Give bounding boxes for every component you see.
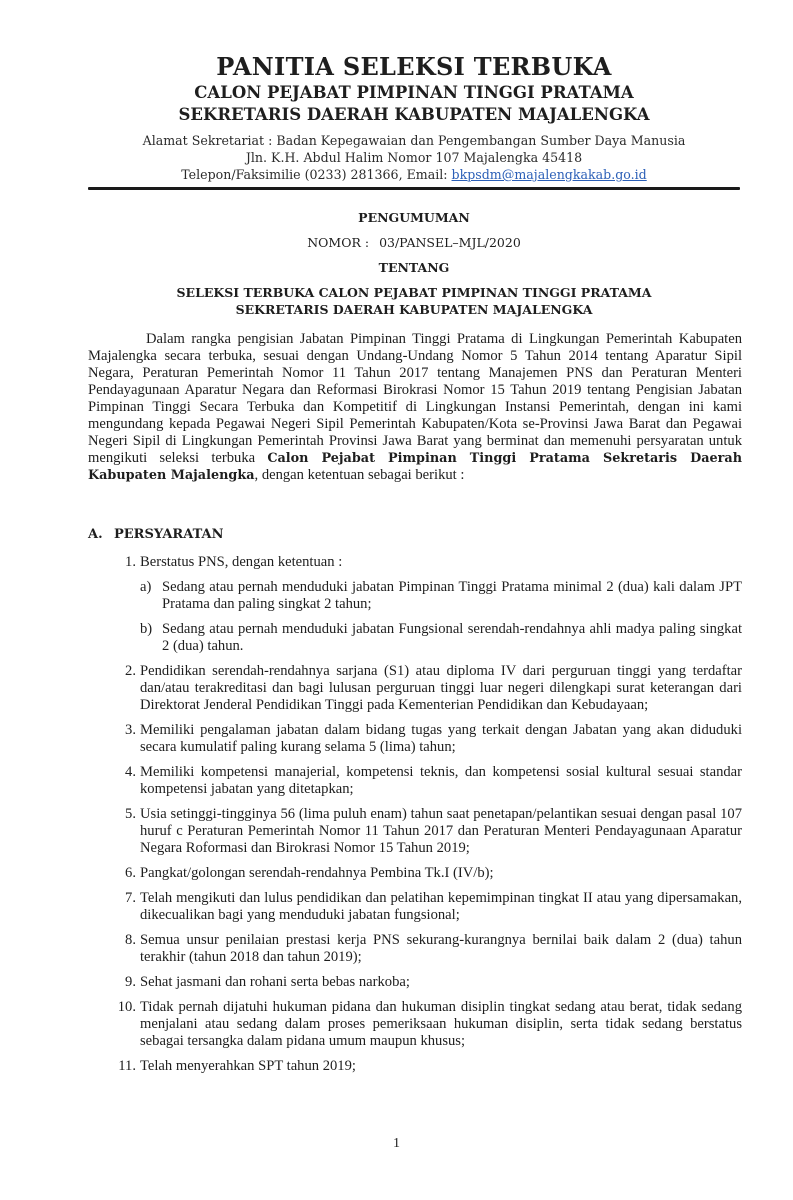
requirement-item: [112, 932, 742, 966]
requirement-number: 2.: [125, 663, 136, 679]
intro-bold-position: Calon Pejabat Pimpinan Tinggi Pratama Sekretaris Daerah Kabupaten Majalengka: [88, 451, 742, 483]
requirement-item: [112, 663, 742, 714]
requirement-item: [112, 722, 742, 756]
email-link[interactable]: bkpsdm@majalengkakab.go.id: [451, 167, 647, 182]
requirement-number: 9.: [125, 974, 136, 990]
requirement-text: Telah mengikuti dan lulus pendidikan dan pelatihan kepemimpinan tingkat II atau yang dipersamakan, dikecualikan bagi yang menduduki jabatan fungsional;: [140, 890, 742, 923]
requirement-text: Memiliki kompetensi manajerial, kompetensi teknis, dan kompetensi sosial kultural sesuai standar kompetensi jabatan yang ditetapkan;: [140, 764, 742, 797]
requirement-text: Pangkat/golongan serendah-rendahnya Pembina Tk.I (IV/b);: [140, 865, 494, 881]
letterhead-divider: [88, 187, 740, 190]
requirement-item: [112, 1058, 742, 1075]
letterhead-subtitle-2: SEKRETARIS DAERAH KABUPATEN MAJALENGKA: [178, 105, 650, 124]
letterhead-title: PANITIA SELEKSI TERBUKA: [216, 52, 612, 81]
requirement-item: [112, 974, 742, 991]
requirement-number: 4.: [125, 764, 136, 780]
announcement-label: PENGUMUMAN: [358, 210, 470, 225]
requirement-item: [112, 554, 742, 655]
requirement-text: Sehat jasmani dan rohani serta bebas narkoba;: [140, 974, 410, 990]
requirements-list: [112, 554, 742, 1083]
requirement-item: [112, 764, 742, 798]
number-key: NOMOR :: [307, 235, 370, 250]
intro-text: Dalam rangka pengisian Jabatan Pimpinan Tinggi Pratama di Lingkungan Pemerintah Kabupaten Majalengka secara terbuka, sesuai dengan Undang-Undang Nomor 5 Tahun 2014 tentang Aparatur Sipil Negara, Peraturan Pemerintah Nomor 11 Tahun 2017 tentang Manajemen PNS dan Peraturan Menteri Pendayagunaan Aparatur Negara dan Reformasi Birokrasi Nomor 15 Tahun 2019 tentang Pengisian Jabatan Pimpinan Tinggi Secara Terbuka dan Kompetitif di Lingkungan Instansi Pemerintah, dengan ini kami mengundang kepada Pegawai Negeri Sipil Pemerintah Kabupaten/Kota se-Provinsi Jawa Barat dan Pegawai Negeri Sipil di Lingkungan Pemerintah Provinsi Jawa Barat yang berminat dan memenuhi persyaratan untuk mengikuti seleksi terbuka: [88, 331, 742, 466]
letterhead-contact: [88, 166, 740, 183]
requirement-number: 7.: [125, 890, 136, 906]
requirement-number: 3.: [125, 722, 136, 738]
contact-text: Telepon/Faksimilie (0233) 281366, Email:: [181, 167, 452, 182]
requirement-number: 10.: [117, 999, 136, 1015]
requirement-text: Berstatus PNS, dengan ketentuan :: [140, 554, 343, 570]
letterhead-subtitle-1: CALON PEJABAT PIMPINAN TINGGI PRATAMA: [194, 83, 634, 102]
requirement-text: Tidak pernah dijatuhi hukuman pidana dan hukuman disiplin tingkat sedang atau berat, tidak sedang menjalani atau sedang dalam proses pemeriksaan hukuman disiplin, serta tidak sedang berstatus sebagai tersangka dalam pidana umum maupun khusus;: [140, 999, 742, 1049]
announcement-subject: [88, 284, 740, 318]
requirement-item: [112, 999, 742, 1050]
requirement-number: 5.: [125, 806, 136, 822]
requirement-text: Semua unsur penilaian prestasi kerja PNS sekurang-kurangnya bernilai baik dalam 2 (dua) tahun terakhir (tahun 2018 dan tahun 2019);: [140, 932, 742, 965]
intro-text-end: , dengan ketentuan sebagai berikut :: [254, 467, 465, 483]
sub-requirement-item: [140, 621, 742, 655]
sub-requirement-text: Sedang atau pernah menduduki jabatan Fungsional serendah-rendahnya ahli madya paling singkat 2 (dua) tahun.: [162, 621, 742, 654]
section-letter: A.: [88, 527, 103, 542]
section-heading: [88, 527, 224, 542]
number-value: 03/PANSEL–MJL/2020: [379, 235, 521, 250]
announcement-about: TENTANG: [378, 260, 450, 275]
sub-requirement-item: [140, 579, 742, 613]
letterhead-address-1: Alamat Sekretariat : Badan Kepegawaian dan Pengembangan Sumber Daya Manusia: [142, 133, 686, 148]
sub-requirements-list: [140, 579, 742, 655]
subject-line-1: SELEKSI TERBUKA CALON PEJABAT PIMPINAN TINGGI PRATAMA: [176, 285, 652, 300]
requirement-text: Memiliki pengalaman jabatan dalam bidang tugas yang terkait dengan Jabatan yang akan diduduki secara kumulatif paling kurang selama 5 (lima) tahun;: [140, 722, 742, 755]
subject-line-2: SEKRETARIS DAERAH KABUPATEN MAJALENGKA: [235, 302, 593, 317]
sub-requirement-letter: b): [140, 621, 153, 637]
requirement-text: Pendidikan serendah-rendahnya sarjana (S1) atau diploma IV dari perguruan tinggi yang terdaftar dan/atau terakreditasi dan bagi lulusan perguruan tinggi luar negeri dilengkapi surat keterangan dari Direktorat Jenderal Pendidikan Tinggi pada Kementerian Pendidikan dan Kebudayaan;: [140, 663, 742, 713]
announcement-number: [88, 235, 740, 251]
requirement-item: [112, 890, 742, 924]
letterhead: [88, 52, 740, 183]
requirement-number: 6.: [125, 865, 136, 881]
requirement-text: Usia setinggi-tingginya 56 (lima puluh enam) tahun saat penetapan/pelantikan sesuai dengan pasal 107 huruf c Peraturan Pemerintah Nomor 11 Tahun 2017 dan Peraturan Menteri Pendayagunaan Aparatur Negara Roformasi dan Birokrasi Nomor 15 Tahun 2019;: [140, 806, 742, 856]
announcement-heading: [88, 210, 740, 318]
intro-paragraph: [88, 331, 742, 484]
requirement-number: 8.: [125, 932, 136, 948]
requirement-number: 1.: [125, 554, 136, 570]
sub-requirement-letter: a): [140, 579, 152, 595]
sub-requirement-text: Sedang atau pernah menduduki jabatan Pimpinan Tinggi Pratama minimal 2 (dua) kali dalam JPT Pratama dan paling singkat 2 tahun;: [162, 579, 742, 612]
letterhead-address-2: Jln. K.H. Abdul Halim Nomor 107 Majalengka 45418: [245, 150, 583, 165]
requirement-text: Telah menyerahkan SPT tahun 2019;: [140, 1058, 356, 1074]
page-number: 1: [393, 1136, 400, 1151]
section-title: PERSYARATAN: [114, 527, 224, 542]
requirement-item: [112, 865, 742, 882]
requirement-number: 11.: [118, 1058, 136, 1074]
requirement-item: [112, 806, 742, 857]
